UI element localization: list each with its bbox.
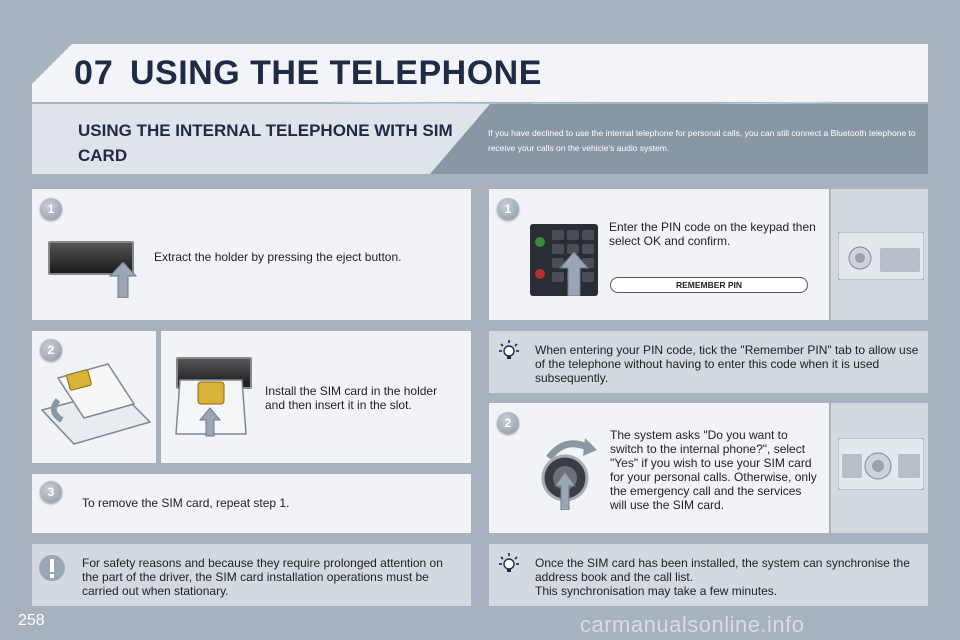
warning-exclamation-icon	[38, 554, 66, 582]
keypad-image	[530, 224, 598, 296]
step-number-badge: 3	[40, 481, 62, 503]
warning-text: For safety reasons and because they require prolonged attention on the part of the driver, the SIM card installation operations must be carried out when stationary.	[82, 556, 443, 598]
step1-left-text: Extract the holder by pressing the eject button.	[154, 250, 402, 264]
step1-right-text: Enter the PIN code on the keypad then select OK and confirm.	[609, 220, 816, 248]
step-number-badge: 2	[40, 339, 62, 361]
tip2-text: Once the SIM card has been installed, the system can synchronise the address book and the call list. This synchronisation may take a few minutes.	[535, 556, 910, 598]
section-title: USING THE INTERNAL TELEPHONE WITH SIM CARD	[78, 121, 453, 165]
step3-left-text: To remove the SIM card, repeat step 1.	[82, 496, 290, 510]
lightbulb-tip-icon	[498, 552, 520, 574]
audio-system-unit-image	[838, 438, 924, 490]
step-number-badge: 1	[40, 198, 62, 220]
step-number-badge: 1	[497, 198, 519, 220]
watermark: carmanualsonline.info	[580, 612, 805, 637]
sim-card-holder-icon	[172, 376, 252, 438]
tip1-text: When entering your PIN code, tick the "Remember PIN" tab to allow use of the telephone without having to enter this code when it is used subsequently.	[535, 343, 919, 385]
sim-card-tray-icon	[38, 360, 154, 450]
page-title: USING THE TELEPHONE	[130, 54, 542, 92]
lightbulb-tip-icon	[498, 339, 520, 361]
audio-system-unit-image	[838, 232, 924, 280]
intro-text: If you have declined to use the internal telephone for personal calls, you can still connect a Bluetooth telephone to receive your calls on the vehicle's audio system.	[488, 128, 916, 153]
arrow-up-icon	[108, 262, 138, 298]
chapter-number: 07	[74, 54, 114, 92]
page-number: 258	[18, 612, 45, 629]
rotary-dial-image	[535, 428, 597, 510]
step-number-badge: 2	[497, 412, 519, 434]
step2-left-text: Install the SIM card in the holder and then insert it in the slot.	[265, 384, 438, 412]
remember-pin-tab: REMEMBER PIN	[610, 277, 808, 293]
step2-right-text: The system asks "Do you want to switch to the internal phone?", select "Yes" if you wish to use your SIM card for your personal calls. Otherwise, only the emergency call and the services will use the SIM card.	[610, 428, 817, 512]
